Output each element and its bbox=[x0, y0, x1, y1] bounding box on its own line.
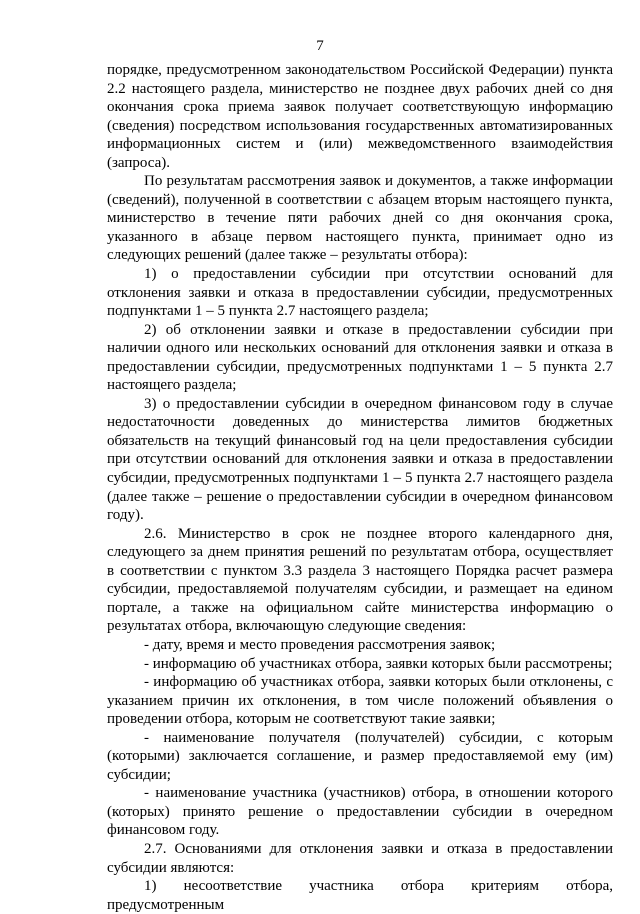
paragraph-decision-1: 1) о предоставлении субсидии при отсутствии оснований для отклонения заявки и отказа в предоставлении субсидии, предусмотренных подпунктами 1 – 5 пункта 2.7 настоящего раздела; bbox=[107, 266, 613, 320]
list-item-reviewed-participants: - информацию об участниках отбора, заявки которых были рассмотрены; bbox=[144, 655, 613, 672]
list-item-next-year-participants: - наименование участника (участников) отбора, в отношении которого (которых) принято решение о предоставлении субсидии в очередном финансовом году. bbox=[107, 785, 613, 839]
paragraph-decision-2: 2) об отклонении заявки и отказе в предоставлении субсидии при наличии одного или нескольких оснований для отклонения заявки и отказа в предоставлении субсидии, предусмотренных подпунктами 1 – 5 пункта 2.7 настоящего раздела; bbox=[107, 321, 613, 394]
paragraph-review-results: По результатам рассмотрения заявок и документов, а также информации (сведений), полученной в соответствии с абзацем вторым настоящего пункта, министерство в течение пяти рабочих дней со дня окончания срока, указанного в абзаце первом настоящего пункта, принимает одно из следующих решений (далее также – результаты отбора): bbox=[107, 173, 613, 264]
paragraph-decision-3: 3) о предоставлении субсидии в очередном финансовом году в случае недостаточности доведенных до министерства лимитов бюджетных обязательств на текущий финансовый год на цели предоставления субсидии при отсутствии оснований для отклонения заявки и отказа в предоставлении субсидии, предусмотренных подпунктами 1 – 5 пункта 2.7 настоящего раздела (далее также – решение о предоставлении субсидии в очередном финансовом году). bbox=[107, 395, 613, 524]
list-item-date-time-place: - дату, время и место проведения рассмотрения заявок; bbox=[144, 636, 496, 653]
list-item-recipients: - наименование получателя (получателей) субсидии, с которым (которыми) заключается соглашение, и размер предоставляемой ему (им) субсидии; bbox=[107, 729, 613, 783]
document-body bbox=[107, 61, 613, 914]
paragraph-2-7-item-1: 1) несоответствие участника отбора критериям отбора, предусмотренным bbox=[107, 878, 613, 913]
paragraph-2-6: 2.6. Министерство в срок не позднее второго календарного дня, следующего за днем принятия решений по результатам отбора, осуществляет в соответствии с пунктом 3.3 раздела 3 настоящего Порядка расчет размера субсидии, предоставляемой получателям субсидии, и размещает на едином портале, а также на официальном сайте министерства информацию о результатах отбора, включающую следующие сведения: bbox=[107, 525, 613, 635]
page-number: 7 bbox=[316, 38, 324, 54]
paragraph-continuation: порядке, предусмотренном законодательством Российской Федерации) пункта 2.2 настоящего раздела, министерство не позднее двух рабочих дней со дня окончания срока приема заявок получает соответствующую информацию (сведения) посредством использования государственных автоматизированных информационных систем и (или) межведомственного взаимодействия (запроса). bbox=[107, 62, 613, 171]
list-item-rejected-participants: - информацию об участниках отбора, заявки которых были отклонены, с указанием причин их отклонения, в том числе положений объявления о проведении отбора, которым не соответствуют такие заявки; bbox=[107, 674, 613, 728]
paragraph-2-7: 2.7. Основаниями для отклонения заявки и отказа в предоставлении субсидии являются: bbox=[107, 840, 613, 876]
